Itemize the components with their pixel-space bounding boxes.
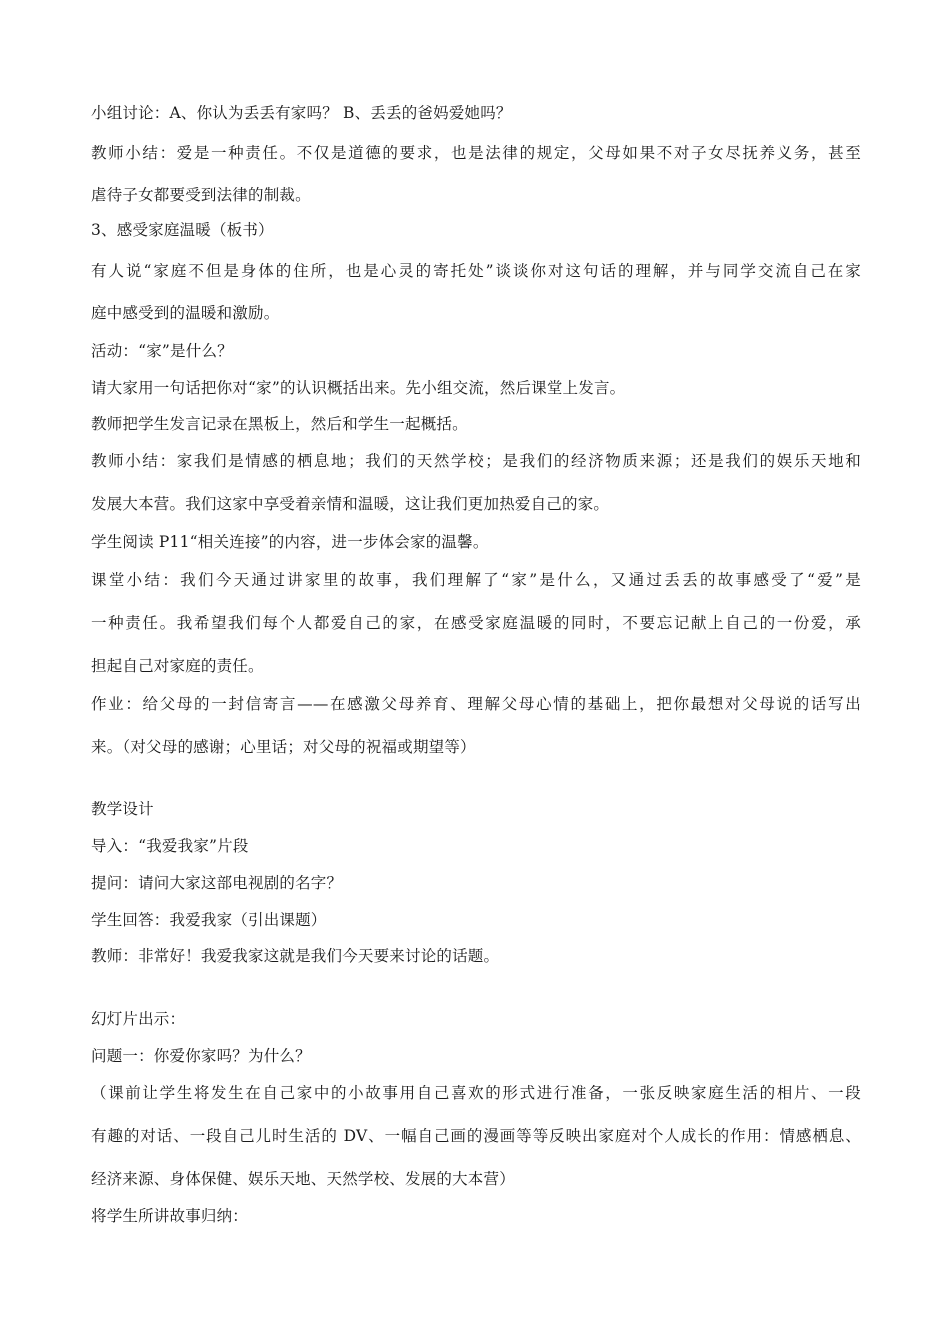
- text-line-class-summary-3: 担起自己对家庭的责任。: [91, 657, 264, 675]
- text-line-homework-2: 来。（对父母的感谢；心里话；对父母的祝福或期望等）: [91, 738, 476, 756]
- text-line-student-answer: 学生回答：我爱我家（引出课题）: [91, 911, 327, 929]
- text-line-slide: 幻灯片出示：: [91, 1010, 186, 1028]
- text-line-prep-3: 经济来源、身体保健、娱乐天地、天然学校、发展的大本营）: [91, 1170, 515, 1188]
- text-line-summarize: 将学生所讲故事归纳：: [91, 1207, 249, 1225]
- text-line-instruction: 请大家用一句话把你对“家”的认识概括出来。先小组交流，然后课堂上发言。: [91, 379, 626, 397]
- text-line-reading: 学生阅读 P11“相关连接”的内容，进一步体会家的温馨。: [91, 533, 489, 551]
- text-line-teacher-summary-1: 教师小结：爱是一种责任。不仅是道德的要求，也是法律的规定，父母如果不对子女尽抚养义务，甚至: [91, 144, 861, 162]
- text-line-prep-1: （课前让学生将发生在自己家中的小故事用自己喜欢的形式进行准备，一张反映家庭生活的相片、一段: [91, 1084, 861, 1102]
- text-line-problem-one: 问题一：你爱你家吗？为什么？: [91, 1047, 311, 1065]
- text-line-prep-2: 有趣的对话、一段自己儿时生活的 DV、一幅自己画的漫画等等反映出家庭对个人成长的作用：情感栖息、: [91, 1127, 861, 1145]
- text-line-quote-1: 有人说“家庭不但是身体的住所，也是心灵的寄托处”谈谈你对这句话的理解，并与同学交流自己在家: [91, 262, 861, 280]
- text-line-blackboard: 教师把学生发言记录在黑板上，然后和学生一起概括。: [91, 415, 468, 433]
- text-line-group-discussion: 小组讨论：A、你认为丢丢有家吗？ B、丢丢的爸妈爱她吗？: [91, 104, 512, 122]
- text-line-teacher-summary-2: 虐待子女都要受到法律的制裁。: [91, 186, 311, 204]
- text-line-teacher-summary-3: 教师小结：家我们是情感的栖息地；我们的天然学校；是我们的经济物质来源；还是我们的娱乐天地和: [91, 452, 861, 470]
- text-line-teacher-summary-4: 发展大本营。我们这家中享受着亲情和温暖，这让我们更加热爱自己的家。: [91, 495, 610, 513]
- text-line-quote-2: 庭中感受到的温暖和激励。: [91, 304, 280, 322]
- text-line-teacher-response: 教师：非常好！我爱我家这就是我们今天要来讨论的话题。: [91, 947, 500, 965]
- text-line-homework-1: 作业：给父母的一封信寄言——在感激父母养育、理解父母心情的基础上，把你最想对父母说的话写出: [91, 695, 861, 713]
- text-line-question: 提问：请问大家这部电视剧的名字？: [91, 874, 343, 892]
- text-line-activity: 活动：“家”是什么？: [91, 342, 233, 360]
- section-heading-family-warmth: 3、感受家庭温暖（板书）: [91, 221, 274, 239]
- text-line-class-summary-2: 一种责任。我希望我们每个人都爱自己的家，在感受家庭温暖的同时，不要忘记献上自己的一份爱，承: [91, 614, 861, 632]
- text-line-class-summary-1: 课堂小结：我们今天通过讲家里的故事，我们理解了“家”是什么，又通过丢丢的故事感受了“爱”是: [91, 571, 861, 589]
- text-line-intro: 导入：“我爱我家”片段: [91, 837, 249, 855]
- section-heading-teaching-design: 教学设计: [91, 800, 154, 818]
